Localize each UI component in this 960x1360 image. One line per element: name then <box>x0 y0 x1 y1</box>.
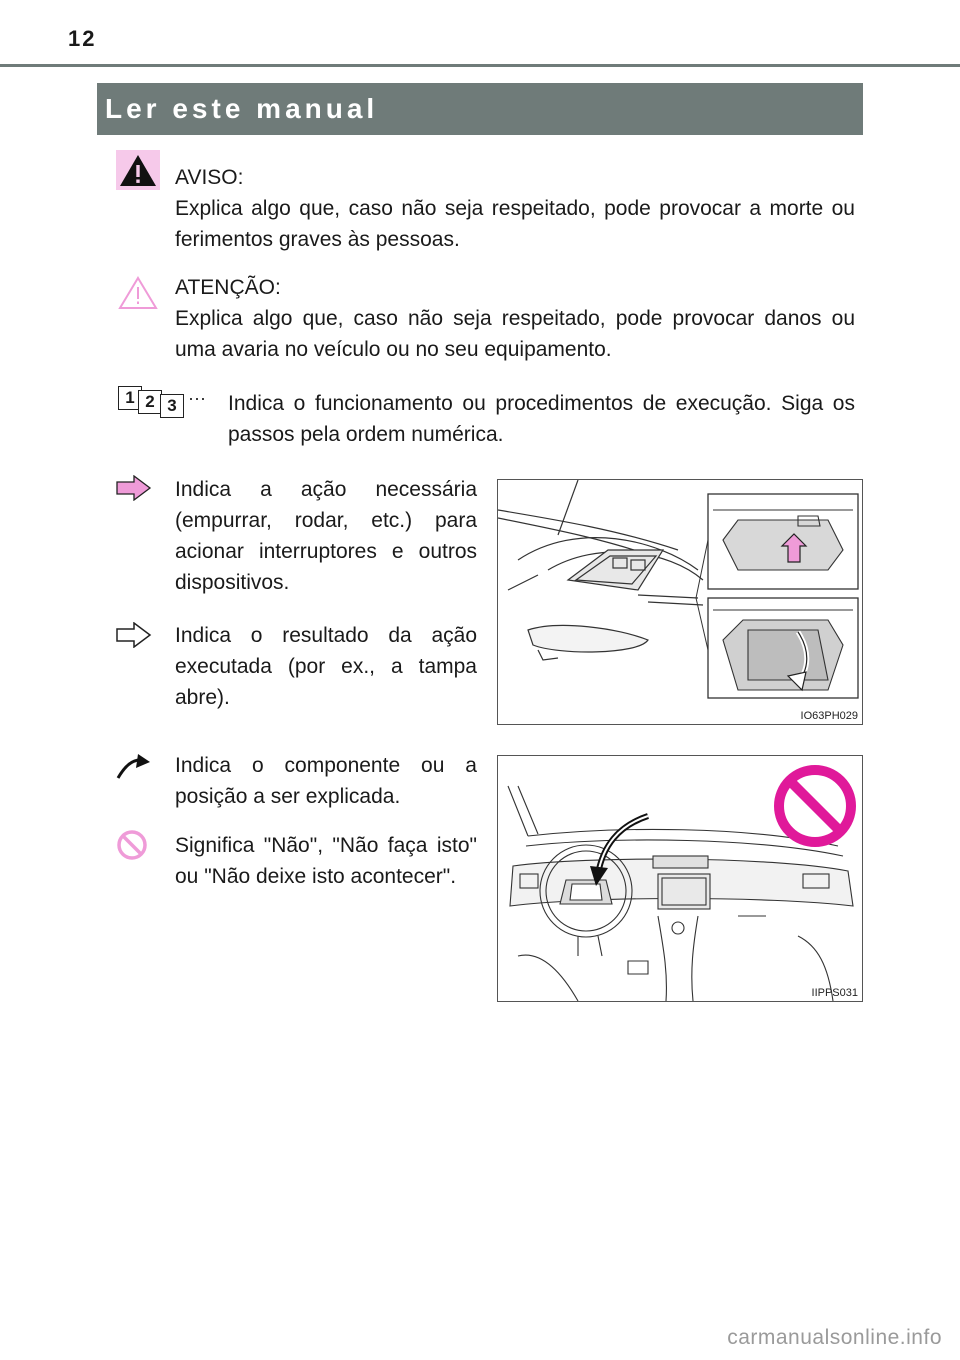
warning-triangle-filled-icon <box>116 150 160 190</box>
aviso-block <box>175 162 855 255</box>
steps-text: Indica o funcionamento ou procedimentos de execução. Siga os passos pela ordem numérica. <box>228 392 855 446</box>
action-arrow-icon <box>116 475 152 501</box>
step-badge-2: 2 <box>138 390 162 414</box>
atencao-title: ATENÇÃO: <box>175 276 281 299</box>
figure-dashboard <box>497 755 863 1002</box>
figure1-code: IO63PH029 <box>800 710 858 722</box>
section-title: Ler este manual <box>97 83 863 135</box>
step-badges <box>118 386 228 416</box>
aviso-title: AVISO: <box>175 166 244 189</box>
figure2-code: IIPPS031 <box>811 987 858 999</box>
atencao-text: Explica algo que, caso não seja respeitado, pode provocar danos ou uma avaria no veículo ou no seu equipamento. <box>175 307 855 361</box>
dashboard-illustration <box>498 756 862 1001</box>
aviso-text: Explica algo que, caso não seja respeitado, pode provocar a morte ou ferimentos graves às pessoas. <box>175 197 855 251</box>
figure-overhead-console <box>497 479 863 725</box>
prohibited-icon <box>116 829 148 861</box>
result-arrow-icon <box>116 622 152 648</box>
step-badge-3: 3 <box>160 394 184 418</box>
result-text: Indica o resultado da ação executada (por ex., a tampa abre). <box>175 624 477 709</box>
action-text: Indica a ação necessária (empurrar, rodar, etc.) para acionar interruptores e outros dispositivos. <box>175 478 477 594</box>
top-rule <box>0 64 960 67</box>
step-badge-1: 1 <box>118 386 142 410</box>
component-text: Indica o componente ou a posição a ser explicada. <box>175 754 477 808</box>
page-number: 12 <box>68 26 97 51</box>
prohibited-text: Significa "Não", "Não faça isto" ou "Não deixe isto acontecer". <box>175 834 477 888</box>
component-curved-arrow-icon <box>116 754 152 780</box>
caution-triangle-outline-icon <box>116 272 160 312</box>
atencao-block <box>175 272 855 365</box>
overhead-console-illustration <box>498 480 862 724</box>
step-dots: ··· <box>188 388 206 408</box>
watermark: carmanualsonline.info <box>727 1326 942 1349</box>
